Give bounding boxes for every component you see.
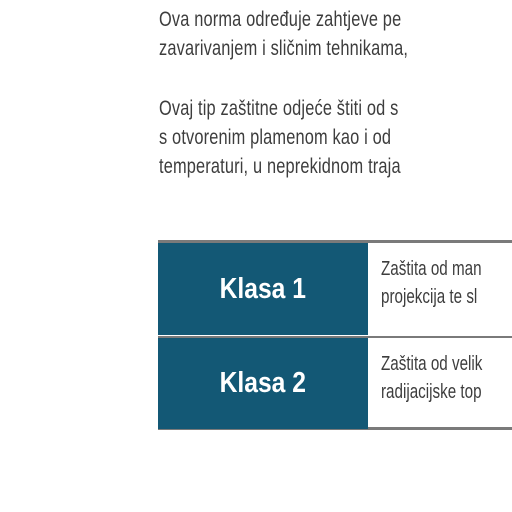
class-description — [381, 350, 482, 406]
protection-paragraph — [159, 94, 401, 181]
class-label: Klasa 1 — [219, 272, 307, 305]
paragraph-line: Ovaj tip zaštitne odjeće štiti od s — [159, 97, 399, 120]
intro-paragraph — [159, 5, 408, 63]
description-line: radijacijske top — [381, 381, 482, 403]
paragraph-line: temperaturi, u neprekidnom traja — [159, 155, 401, 178]
description-line: Zaštita od velik — [381, 353, 483, 375]
class-label-cell — [158, 338, 368, 429]
paragraph-line: s otvorenim plamenom kao i od — [159, 126, 392, 149]
class-description — [381, 255, 482, 311]
table-row — [158, 243, 512, 335]
class-table — [158, 240, 512, 430]
paragraph-line: zavarivanjem i sličnim tehnikama, — [159, 37, 409, 60]
class-label-cell — [158, 243, 368, 335]
description-line: Zaštita od man — [381, 258, 482, 280]
paragraph-line: Ova norma određuje zahtjeve pe — [159, 8, 402, 31]
table-row — [158, 336, 512, 429]
class-label: Klasa 2 — [219, 367, 307, 399]
description-line: projekcija te sl — [381, 286, 478, 308]
